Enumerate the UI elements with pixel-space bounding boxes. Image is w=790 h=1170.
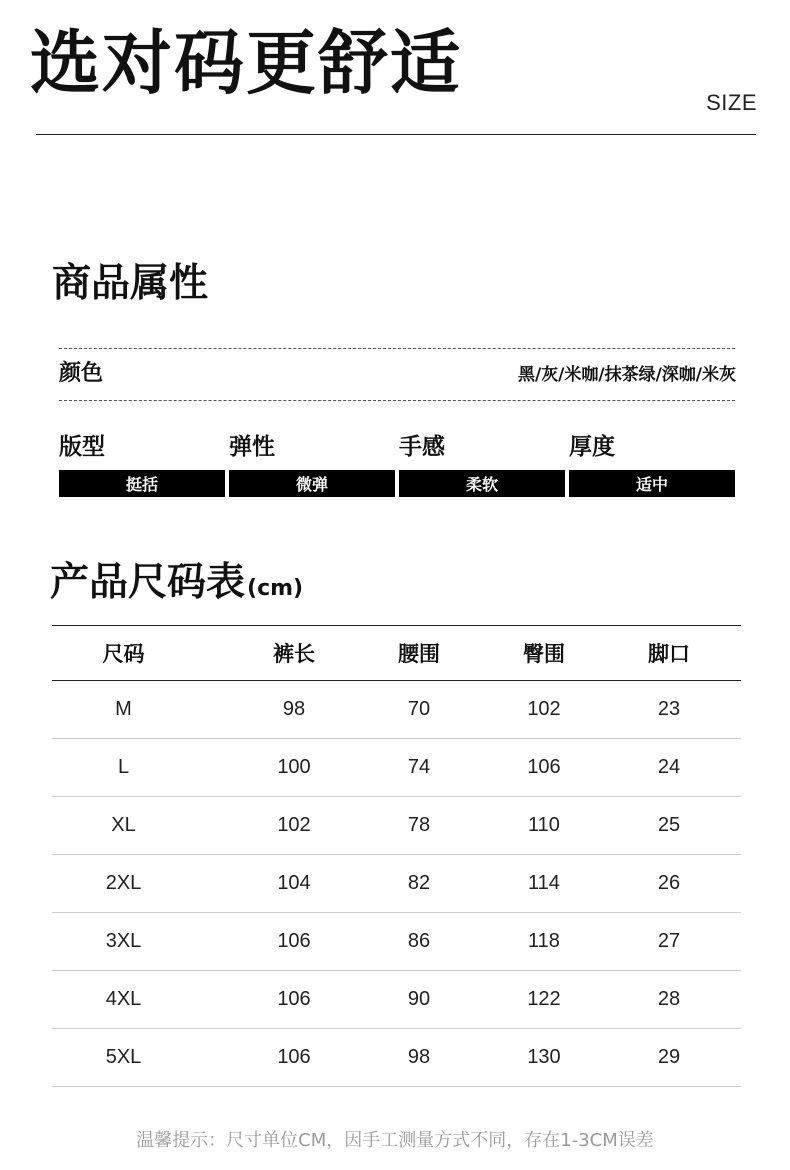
table-cell: 102: [527, 698, 561, 720]
prop-label: 弹性: [229, 434, 275, 460]
table-cell: 90: [407, 988, 431, 1010]
table-cell: 118: [528, 930, 560, 952]
header-cell-waist: 腰围: [398, 642, 440, 666]
table-cell: XL: [111, 814, 136, 836]
table-cell: 27: [657, 930, 681, 952]
table-cell: 104: [277, 872, 311, 894]
table-cell: 86: [407, 930, 431, 952]
header-cell-hem: 脚口: [648, 642, 690, 666]
table-cell: 5XL: [105, 1046, 142, 1068]
table-row: [52, 913, 741, 971]
dashed-divider: [59, 400, 735, 401]
table-cell: 4XL: [105, 988, 142, 1010]
table-cell: 3XL: [105, 930, 142, 952]
color-value: 黑/灰/米咖/抹茶绿/深咖/米灰: [517, 365, 736, 385]
table-cell: 106: [277, 1046, 311, 1068]
table-cell: 110: [528, 814, 560, 836]
table-cell: 98: [407, 1046, 431, 1068]
table-row: [52, 971, 741, 1029]
prop-feel: [399, 436, 565, 497]
prop-value: 适中: [569, 470, 735, 497]
table-cell: 70: [407, 698, 431, 720]
size-chart-title-text: 产品尺码表: [50, 560, 246, 605]
page-title: 选对码更舒适: [30, 22, 462, 104]
size-table: [52, 625, 741, 1087]
table-header-row: [52, 626, 741, 681]
table-cell: 82: [407, 872, 431, 894]
prop-label: 手感: [399, 434, 445, 460]
table-cell: 2XL: [105, 872, 142, 894]
table-cell: 78: [407, 814, 431, 836]
table-row: [52, 681, 741, 739]
table-cell: 24: [657, 756, 681, 778]
measurement-note: 温馨提示：尺寸单位CM，因手工测量方式不同，存在1-3CM误差: [136, 1130, 654, 1151]
table-row: [52, 1029, 741, 1087]
table-cell: 28: [657, 988, 681, 1010]
table-row: [52, 797, 741, 855]
prop-elasticity: [229, 436, 395, 497]
prop-label: 版型: [59, 434, 105, 460]
header-divider: [36, 134, 756, 135]
prop-value: 微弹: [229, 470, 395, 497]
table-cell: 98: [282, 698, 306, 720]
size-chart-unit: (cm): [247, 576, 304, 601]
table-cell: 106: [277, 988, 311, 1010]
prop-fit: [59, 436, 225, 497]
table-cell: 29: [657, 1046, 681, 1068]
table-row: [52, 855, 741, 913]
table-cell: 74: [407, 756, 431, 778]
table-cell: 114: [528, 872, 560, 894]
header-cell-size: 尺码: [102, 642, 145, 666]
table-cell: 106: [277, 930, 311, 952]
size-chart-title: [50, 560, 304, 605]
table-cell: 26: [657, 872, 681, 894]
table-cell: 25: [657, 814, 681, 836]
table-cell: 106: [527, 756, 561, 778]
table-cell: L: [117, 756, 130, 778]
table-cell: 100: [277, 756, 311, 778]
table-cell: 102: [277, 814, 311, 836]
header-cell-length: 裤长: [273, 642, 315, 666]
table-cell: M: [115, 698, 132, 720]
prop-label: 厚度: [569, 434, 615, 460]
prop-value: 挺括: [59, 470, 225, 497]
dashed-divider: [59, 348, 735, 349]
table-cell: 130: [527, 1046, 561, 1068]
prop-value: 柔软: [399, 470, 565, 497]
header-cell-hip: 臀围: [523, 642, 565, 666]
color-label: 颜色: [59, 361, 104, 386]
attributes-title: 商品属性: [52, 261, 209, 306]
size-label: SIZE: [706, 90, 757, 115]
table-cell: 23: [657, 698, 681, 720]
prop-thickness: [569, 436, 735, 497]
table-cell: 122: [527, 988, 561, 1010]
table-row: [52, 739, 741, 797]
